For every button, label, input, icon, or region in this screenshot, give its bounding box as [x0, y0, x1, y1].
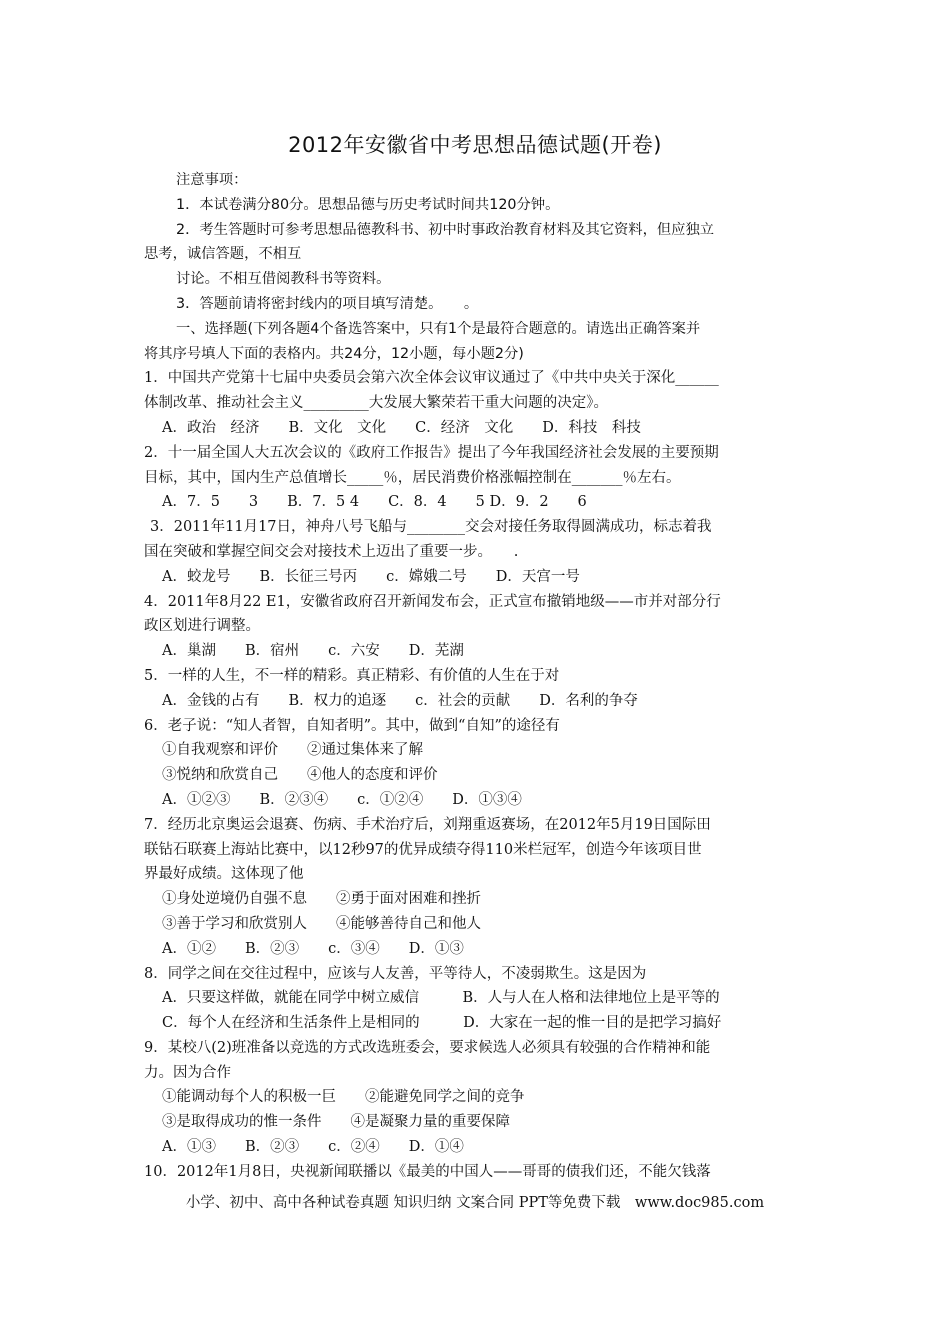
question-2-line-2: 目标，其中，国内生产总值增长_____％，居民消费价格涨幅控制在_______％左右。 — [144, 469, 681, 486]
question-9-line-1: 9．某校八(2)班准备以竞选的方式改选班委会，要求候选人必须具有较强的合作精神和能 — [144, 1039, 711, 1056]
notice-item-2a: 2．考生答题时可参考思想品德教科书、初中时事政治教育材料及其它资料，但应独立 — [176, 221, 715, 238]
question-6-line-1: 6．老子说：“知人者智，自知者明”。其中，做到“自知”的途径有 — [144, 717, 560, 734]
question-2-options: A．7．5 3 B．7．5 4 C．8．4 5 D．9．2 6 — [162, 494, 587, 511]
question-9-statement-2: ③是取得成功的惟一条件 ④是凝聚力量的重要保障 — [162, 1114, 510, 1131]
section-heading-b: 将其序号填人下面的表格内。共24分，12小题，每小题2分) — [144, 345, 524, 362]
document-title: 2012年安徽省中考思想品德试题(开卷) — [288, 133, 662, 157]
question-3-line-1: 3．2011年11月17日，神舟八号飞船与________交会对接任务取得圆满成功，标志着我 — [150, 519, 712, 536]
question-5-options: A．金钱的占有 B．权力的追逐 c．社会的贡献 D．名利的争夺 — [162, 692, 638, 709]
question-6-options: A．①②③ B．②③④ c．①②④ D．①③④ — [162, 791, 522, 808]
question-7-statement-1: ①身处逆境仍自强不息 ②勇于面对困难和挫折 — [162, 891, 481, 908]
question-5-line-1: 5．一样的人生，不一样的精彩。真正精彩、有价值的人生在于对 — [144, 667, 560, 684]
question-7-options: A．①② B．②③ c．③④ D．①③ — [162, 940, 464, 957]
notice-heading: 注意事项： — [176, 172, 248, 188]
notice-item-1: 1．本试卷满分80分。思想品德与历史考试时间共120分钟。 — [176, 196, 560, 213]
question-7-line-1: 7．经历北京奥运会退赛、伤病、手术治疗后，刘翔重返赛场，在2012年5月19日国际田 — [144, 816, 711, 833]
question-3-options: A．蛟龙号 B．长征三号丙 c．嫦娥二号 D．天宫一号 — [162, 568, 580, 585]
question-4-line-1: 4．2011年8月22 E1，安徽省政府召开新闻发布会，正式宣布撤销地级——市并对部分行 — [144, 593, 721, 610]
question-6-statement-1: ①自我观察和评价 ②通过集体来了解 — [162, 742, 423, 759]
notice-item-2c: 讨论。不相互借阅教科书等资料。 — [176, 271, 391, 288]
question-8-options-1: A．只要这样做，就能在同学中树立威信 B．人与人在人格和法律地位上是平等的 — [162, 990, 720, 1007]
question-4-line-2: 政区划进行调整。 — [144, 618, 260, 635]
question-9-line-2: 力。因为合作 — [144, 1064, 231, 1081]
page-footer: 小学、初中、高中各种试卷真题 知识归纳 文案合同 PPT等免费下载 www.doc985.com — [185, 1195, 765, 1211]
question-9-statement-1: ①能调动每个人的积极一巨 ②能避免同学之间的竞争 — [162, 1089, 525, 1106]
question-3-line-2: 国在突破和掌握空间交会对接技术上迈出了重要一步。 . — [144, 543, 519, 560]
question-8-options-2: C．每个人在经济和生活条件上是相同的 D．大家在一起的惟一目的是把学习搞好 — [162, 1015, 722, 1032]
question-8-line-1: 8．同学之间在交往过程中，应该与人友善，平等待人，不凌弱欺生。这是因为 — [144, 965, 647, 982]
question-1-line-1: 1．中国共产党第十七届中央委员会第六次全体会议审议通过了《中共中央关于深化______ — [144, 370, 719, 387]
question-2-line-1: 2．十一届全国人大五次会议的《政府工作报告》提出了今年我国经济社会发展的主要预期 — [144, 444, 719, 461]
notice-item-3: 3．答题前请将密封线内的项目填写清楚。 。 — [176, 295, 479, 312]
section-heading-a: 一、选择题(下列各题4个备选答案中，只有1个是最符合题意的。请选出正确答案并 — [176, 320, 701, 337]
question-1-options: A．政治 经济 B．文化 文化 C．经济 文化 D．科技 科技 — [162, 419, 641, 436]
document-body — [144, 168, 812, 1185]
question-7-statement-2: ③善于学习和欣赏别人 ④能够善待自己和他人 — [162, 915, 481, 932]
question-10-line-1: 10．2012年1月8日，央视新闻联播以《最美的中国人——哥哥的债我们还，不能欠钱落 — [144, 1163, 711, 1180]
question-7-line-3: 界最好成绩。这体现了他 — [144, 866, 304, 883]
question-4-options: A．巢湖 B．宿州 c．六安 D．芜湖 — [162, 643, 464, 660]
question-6-statement-2: ③悦纳和欣赏自己 ④他人的态度和评价 — [162, 767, 438, 784]
question-7-line-2: 联钻石联赛上海站比赛中，以12秒97的优异成绩夺得110米栏冠军，创造今年该项目世 — [144, 841, 702, 858]
notice-item-2b: 思考，诚信答题，不相互 — [144, 246, 302, 263]
question-9-options: A．①③ B．②③ c．②④ D．①④ — [162, 1139, 464, 1156]
question-1-line-2: 体制改革、推动社会主义_________大发展大繁荣若干重大问题的决定》。 — [144, 395, 608, 412]
